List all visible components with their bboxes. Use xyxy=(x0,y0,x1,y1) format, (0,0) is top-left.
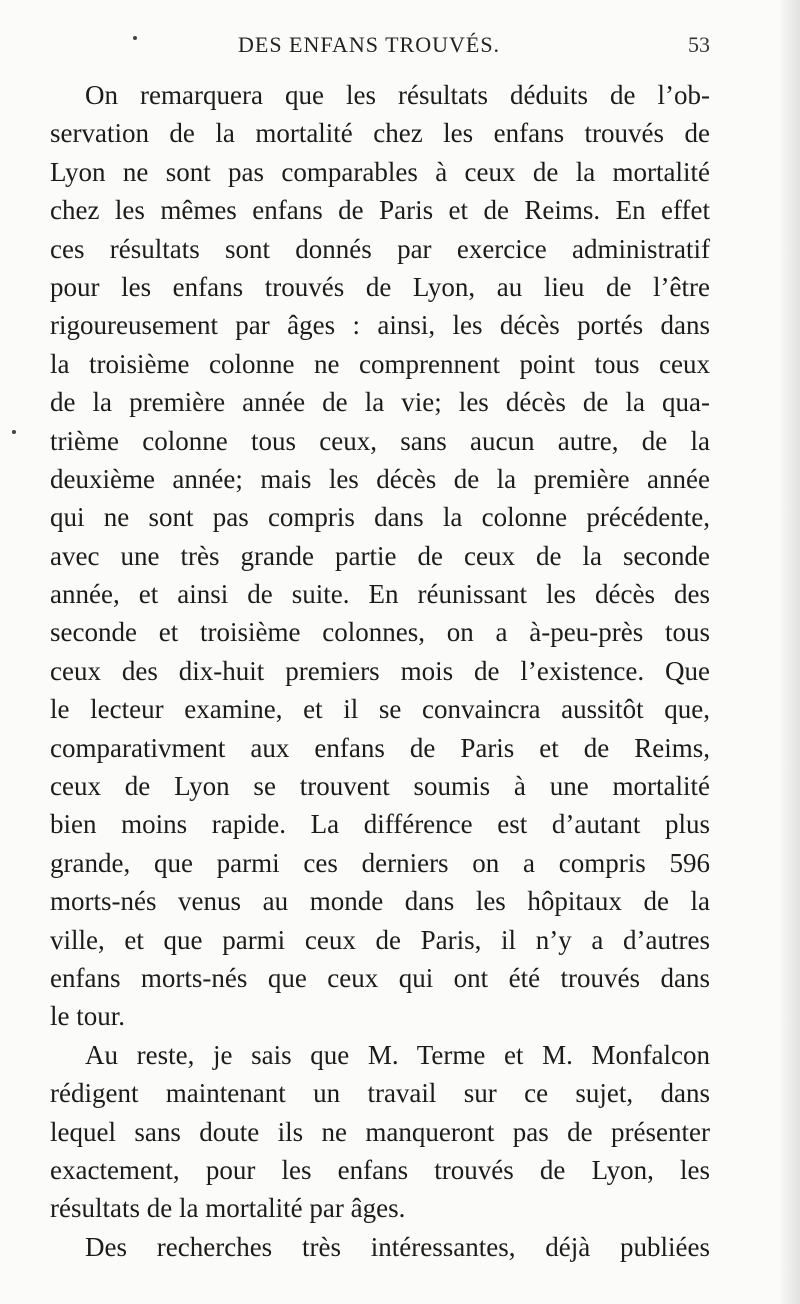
paragraph xyxy=(50,1036,710,1228)
text-line: trième colonne tous ceux, sans aucun autre, de la xyxy=(50,425,710,456)
text-line: ceux des dix-huit premiers mois de l’existence. Que xyxy=(50,655,710,686)
text-line: Des recherches très intéressantes, déjà publiées xyxy=(85,1231,710,1262)
running-title: DES ENFANS TROUVÉS. xyxy=(238,32,501,57)
text-line: résultats de la mortalité par âges. xyxy=(50,1193,406,1224)
paragraph xyxy=(50,76,710,1036)
text-line: lequel sans doute ils ne manqueront pas de présenter xyxy=(50,1116,710,1147)
text-line: Lyon ne sont pas comparables à ceux de la mortalité xyxy=(50,156,710,187)
text-line: enfans morts-nés que ceux qui ont été trouvés dans xyxy=(50,962,710,993)
text-line: exactement, pour les enfans trouvés de Lyon, les xyxy=(50,1154,710,1185)
text-line: pour les enfans trouvés de Lyon, au lieu de l’être xyxy=(50,271,710,302)
text-line: morts-nés venus au monde dans les hôpitaux de la xyxy=(50,886,710,917)
text-line: servation de la mortalité chez les enfans trouvés de xyxy=(50,118,710,149)
text-line: qui ne sont pas compris dans la colonne précédente, xyxy=(50,502,710,533)
text-line: seconde et troisième colonnes, on a à-peu-près tous xyxy=(50,617,710,648)
text-line: bien moins rapide. La différence est d’autant plus xyxy=(50,809,710,840)
text-line: le tour. xyxy=(50,1001,125,1032)
text-line: avec une très grande partie de ceux de la seconde xyxy=(50,540,710,571)
text-line: deuxième année; mais les décès de la première année xyxy=(50,463,710,494)
text-line: grande, que parmi ces derniers on a compris 596 xyxy=(50,847,710,878)
running-header xyxy=(58,32,710,64)
text-line: de la première année de la vie; les décès de la qua- xyxy=(50,387,710,418)
text-line: rigoureusement par âges : ainsi, les décès portés dans xyxy=(50,310,710,341)
page-gutter-shadow xyxy=(778,0,800,1304)
text-line: Au reste, je sais que M. Terme et M. Monfalcon xyxy=(85,1039,710,1070)
ink-speck xyxy=(12,430,16,434)
text-line: comparativment aux enfans de Paris et de Reims, xyxy=(50,732,710,763)
page-number: 53 xyxy=(688,32,710,57)
text-line: On remarquera que les résultats déduits de l’ob- xyxy=(85,80,710,110)
text-line: chez les mêmes enfans de Paris et de Reims. En effet xyxy=(50,195,710,226)
text-line: ville, et que parmi ceux de Paris, il n’y a d’autres xyxy=(50,924,710,955)
body-text xyxy=(50,76,710,1266)
text-line: la troisième colonne ne comprennent point tous ceux xyxy=(50,348,710,379)
text-line: année, et ainsi de suite. En réunissant les décès des xyxy=(50,579,710,610)
text-line: le lecteur examine, et il se convaincra aussitôt que, xyxy=(50,694,710,725)
text-line: ces résultats sont donnés par exercice administratif xyxy=(50,233,710,264)
text-line: ceux de Lyon se trouvent soumis à une mortalité xyxy=(50,771,710,802)
paragraph xyxy=(50,1228,710,1266)
text-line: rédigent maintenant un travail sur ce sujet, dans xyxy=(50,1078,710,1109)
